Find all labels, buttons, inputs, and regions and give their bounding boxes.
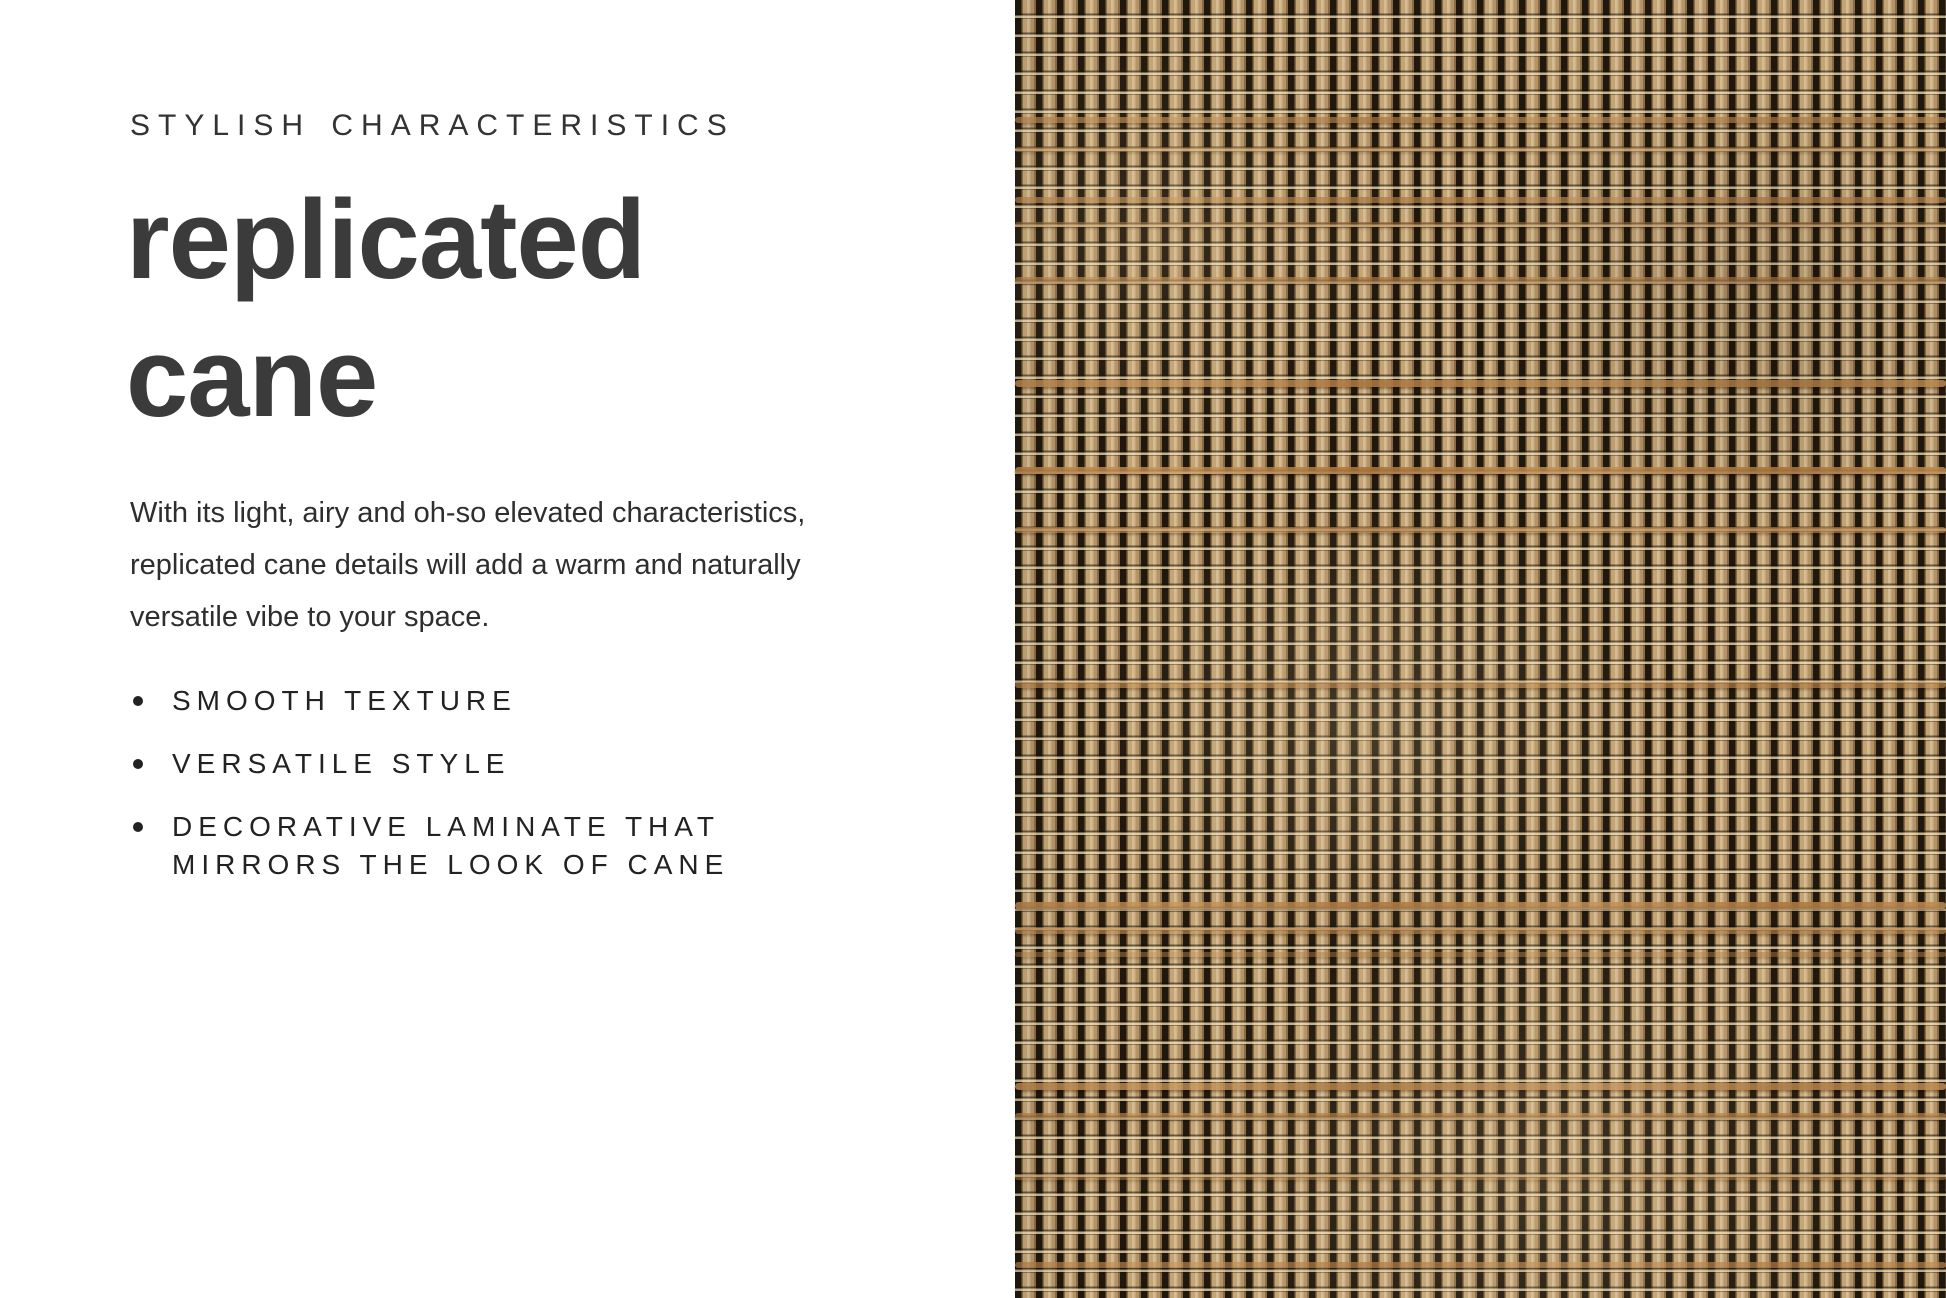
accent-thread — [1015, 197, 1946, 203]
accent-thread — [1015, 952, 1946, 957]
description-line-3: versatile vibe to your space. — [130, 601, 490, 633]
feature-item-label: SMOOTH TEXTURE — [172, 685, 517, 716]
accent-thread — [1015, 1175, 1946, 1180]
feature-item-versatile-style — [130, 745, 790, 783]
eyebrow-label: STYLISH CHARACTERISTICS — [130, 109, 735, 142]
description-line-2: replicated cane details will add a warm and naturally — [130, 549, 801, 581]
accent-thread — [1015, 928, 1946, 934]
bullet-dot — [133, 822, 143, 832]
accent-thread — [1015, 147, 1946, 152]
description-line-1: With its light, airy and oh-so elevated characteristics, — [130, 497, 806, 529]
description-paragraph — [130, 487, 930, 643]
feature-item-decorative-laminate — [130, 808, 790, 884]
accent-thread — [1015, 222, 1946, 227]
accent-thread — [1015, 467, 1946, 474]
feature-item-label: DECORATIVE LAMINATE THAT MIRRORS THE LOOK OF CANE — [172, 811, 730, 880]
cane-texture-image — [1015, 0, 1946, 1298]
page-title-line-1: replicated — [126, 177, 646, 302]
page-title-line-2: cane — [126, 315, 378, 440]
accent-thread — [1015, 527, 1946, 533]
accent-thread — [1015, 1113, 1946, 1119]
accent-thread — [1015, 902, 1946, 909]
bullet-dot — [133, 759, 143, 769]
accent-thread — [1015, 1262, 1946, 1268]
feature-item-label: VERSATILE STYLE — [172, 748, 511, 779]
feature-list — [130, 682, 790, 909]
accent-thread — [1015, 117, 1946, 123]
page-title — [126, 171, 645, 447]
accent-thread — [1015, 380, 1946, 387]
feature-item-smooth-texture — [130, 682, 790, 720]
accent-thread — [1015, 682, 1946, 688]
accent-thread — [1015, 1083, 1946, 1090]
accent-thread — [1015, 277, 1946, 283]
bullet-dot — [133, 696, 143, 706]
